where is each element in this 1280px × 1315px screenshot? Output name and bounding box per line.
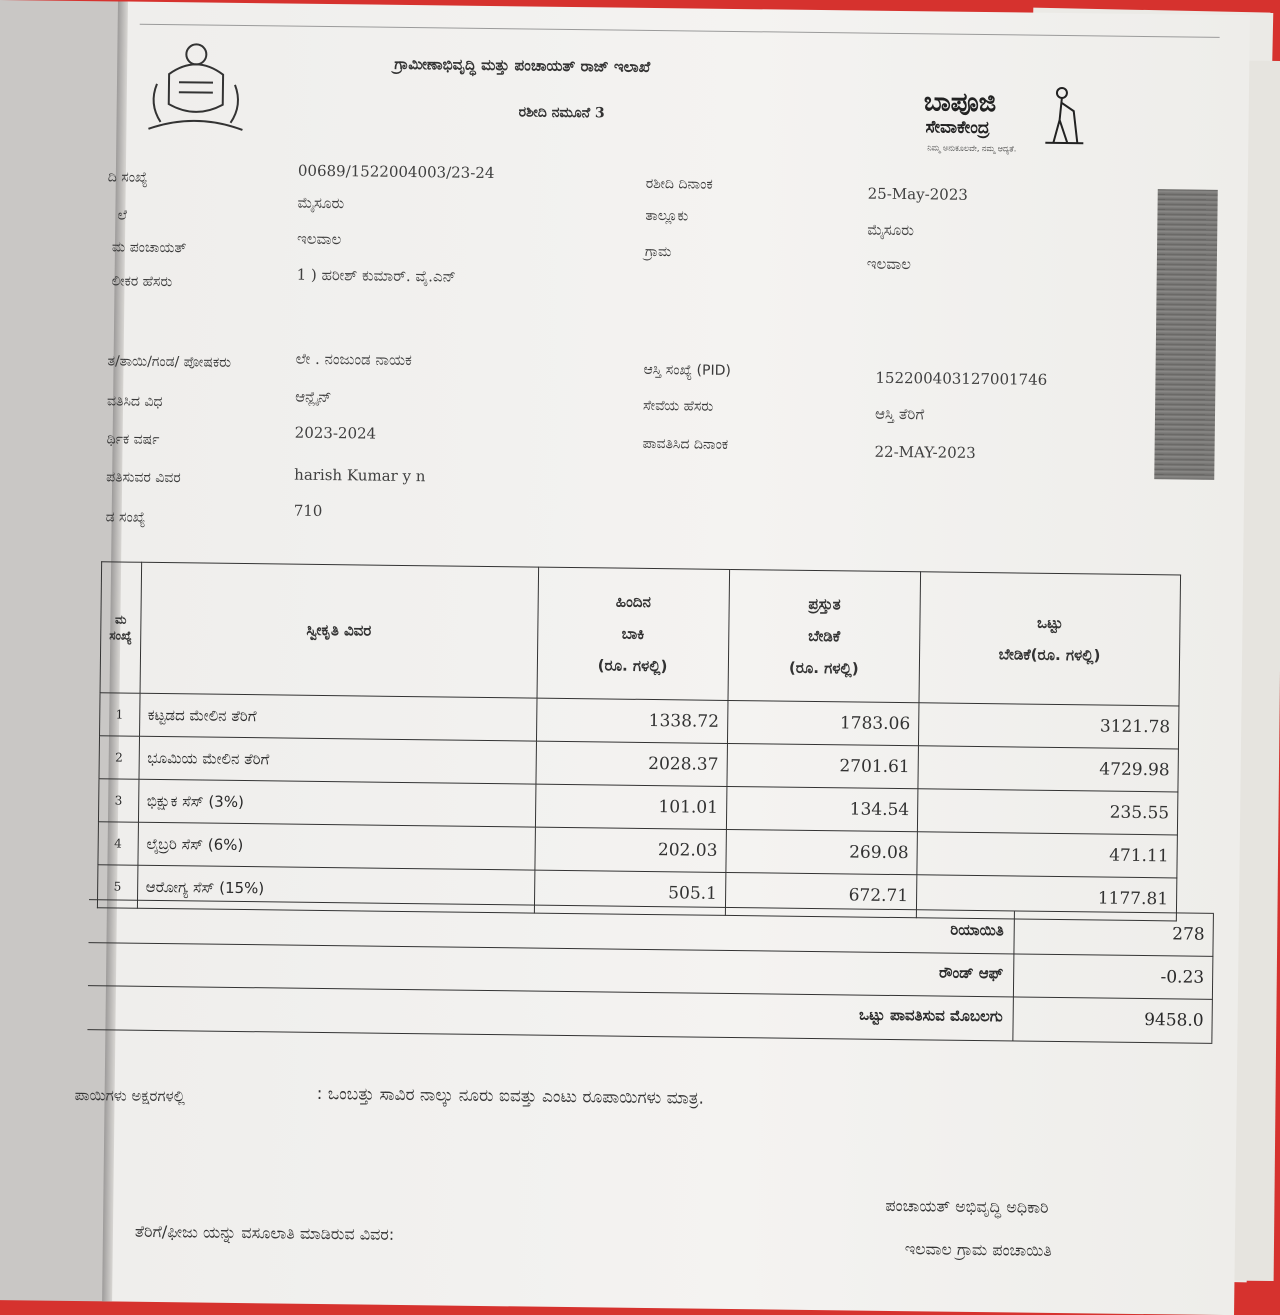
field-value: ಇಲವಾಲ [296,229,342,249]
table-header-row [100,562,1181,706]
row-total: 1177.81 [916,875,1177,921]
form-title: ರಶೀದಿ ನಮೂನೆ 3 [518,104,605,122]
rebate-label: ರಿಯಾಯಿತಿ [950,920,1004,940]
row-desc: ಭಿಕ್ಷುಕ ಸೆಸ್ (3%) [138,779,535,827]
column-header-prev: ಹಿಂದಿನ ಬಾಕಿ (ರೂ. ಗಳಲ್ಲಿ) [537,567,730,700]
rebate-value: 278 [1013,911,1214,956]
field-label: ತಾಲ್ಲೂಕು [645,207,689,225]
row-prev: 202.03 [534,827,726,872]
field-value: 2023-2024 [294,423,377,443]
field-label: ಸೇವೆಯ ಹೆಸರು [642,397,714,415]
bapuji-logo [923,81,1084,163]
divider [140,24,1220,38]
field-label: ರ್ಥಿಕ ವರ್ಷ [106,431,160,448]
field-label: ರಶೀದಿ ದಿನಾಂಕ [645,175,713,193]
department-title: ಗ್ರಾಮೀಣಾಭಿವೃದ್ಧಿ ಮತ್ತು ಪಂಚಾಯತ್ ರಾಜ್ ಇಲಾಖೆ [394,54,651,76]
row-curr: 269.08 [726,829,918,874]
row-sl: 4 [98,822,138,865]
field-value: 00689/1522004003/23-24 [297,161,495,183]
roundoff-label: ರೌಂಡ್ ಆಫ್ [938,963,1004,983]
field-value: ಆನ್ಲೈನ್ [295,387,332,407]
collection-details-label: ತೆರಿಗೆ/ಫೀಜು ಯನ್ನು ವಸೂಲಾತಿ ಮಾಡಿರುವ ವಿವರ: [134,1221,395,1244]
field-value: ಮೈಸೂರು [297,193,345,213]
field-value: ಆಸ್ತಿ ತೆರಿಗೆ [874,404,925,424]
state-emblem-icon [138,34,254,140]
scan-artifact [1154,189,1218,480]
field-value: ಇಲವಾಲ [866,254,912,274]
field-value: 1 ) ಹರೀಶ್ ಕುಮಾರ್. ವೈ.ಎನ್ [296,265,456,286]
field-value: harish Kumar y n [294,465,426,486]
row-prev: 505.1 [534,870,726,915]
row-desc: ಲೈಬ್ರರಿ ಸೆಸ್ (6%) [138,822,535,870]
field-label: ಮ ಪಂಚಾಯತ್ [111,239,187,257]
row-curr: 672.71 [725,872,917,917]
row-curr: 134.54 [726,786,918,831]
field-label: ವತಿಸಿದ ವಿಧ [107,393,163,411]
payable-label: ಒಟ್ಟು ಪಾವತಿಸುವ ಮೊಬಲಗು [858,1005,1003,1026]
logo-subtitle: ಸೇವಾಕೇಂದ್ರ [925,117,990,139]
column-header-curr: ಪ್ರಸ್ತುತ ಬೇಡಿಕೆ (ರೂ. ಗಳಲ್ಲಿ) [728,569,921,702]
field-label: ಪಾವತಿಸಿದ ದಿನಾಂಕ [642,435,729,453]
row-prev: 2028.37 [536,741,728,786]
field-label: ಲೀಕರ ಹೆಸರು [111,273,173,291]
column-header-total: ಒಟ್ಟು ಬೇಡಿಕೆ(ರೂ. ಗಳಲ್ಲಿ) [919,572,1181,706]
row-total: 471.11 [917,832,1178,878]
row-prev: 1338.72 [536,698,728,743]
field-label: ತ/ತಾಯಿ/ಗಂಡ/ ಪೋಷಕರು [107,353,232,371]
row-curr: 2701.61 [727,743,919,788]
signatory-office: ಇಲವಾಲ ಗ್ರಾಮ ಪಂಚಾಯಿತಿ [904,1239,1052,1260]
row-desc: ಕಟ್ಟಡದ ಮೇಲಿನ ತೆರಿಗೆ [139,693,536,741]
row-sl: 1 [100,693,140,736]
column-header-desc: ಸ್ವೀಕೃತಿ ವಿವರ [140,562,539,698]
row-sl: 5 [97,865,137,908]
row-total: 3121.78 [918,703,1179,749]
tax-table [97,561,1181,921]
row-total: 235.55 [917,789,1178,835]
amount-words-value: : ಒಂಬತ್ತು ಸಾವಿರ ನಾಲ್ಕು ನೂರು ಐವತ್ತು ಎಂಟು ರೂಪಾಯಿಗಳು ಮಾತ್ರ. [316,1083,705,1109]
amount-words-label: ಪಾಯಿಗಳು ಅಕ್ಷರಗಳಲ್ಲಿ [74,1085,186,1106]
field-label: ಪತಿಸುವರ ವಿವರ [106,469,181,487]
field-label: ಲೆ [117,207,128,224]
field-value: 22-MAY-2023 [874,442,976,462]
field-label: ದಿ ಸಂಖ್ಯೆ [107,169,148,186]
row-prev: 101.01 [535,784,727,829]
field-value: 152200403127001746 [875,368,1048,389]
payable-value: 9458.0 [1012,997,1213,1042]
roundoff-value: -0.23 [1013,954,1214,999]
field-value: ಲೇ . ನಂಜುಂಡ ನಾಯಕ [295,349,412,370]
row-total: 4729.98 [918,746,1179,792]
field-label: ಡ ಸಂಖ್ಯೆ [105,509,146,526]
row-sl: 2 [99,736,139,779]
field-value: 25-May-2023 [867,184,968,204]
logo-tagline: ನಿಮ್ಮ ಅನುಕೂಲವೇ, ನಮ್ಮ ಆದ್ಯತೆ. [927,143,1017,154]
field-label: ಗ್ರಾಮ [644,243,672,261]
row-desc: ಆರೋಗ್ಯ ಸೆಸ್ (15%) [137,865,534,913]
gandhi-figure-icon [1041,85,1086,146]
row-sl: 3 [98,779,138,822]
row-curr: 1783.06 [727,700,919,745]
field-value: 710 [293,501,323,520]
field-label: ಆಸ್ತಿ ಸಂಖ್ಯೆ (PID) [643,361,731,379]
column-header-sl: ಮ ಸಂಖ್ಯೆ [100,562,141,693]
row-desc: ಭೂಮಿಯ ಮೇಲಿನ ತೆರಿಗೆ [139,736,536,784]
signatory-title: ಪಂಚಾಯತ್ ಅಭಿವೃದ್ಧಿ ಅಧಿಕಾರಿ [885,1195,1049,1217]
field-value: ಮೈಸೂರು [867,220,915,240]
logo-title: ಬಾಪೂಜಿ [923,87,997,119]
